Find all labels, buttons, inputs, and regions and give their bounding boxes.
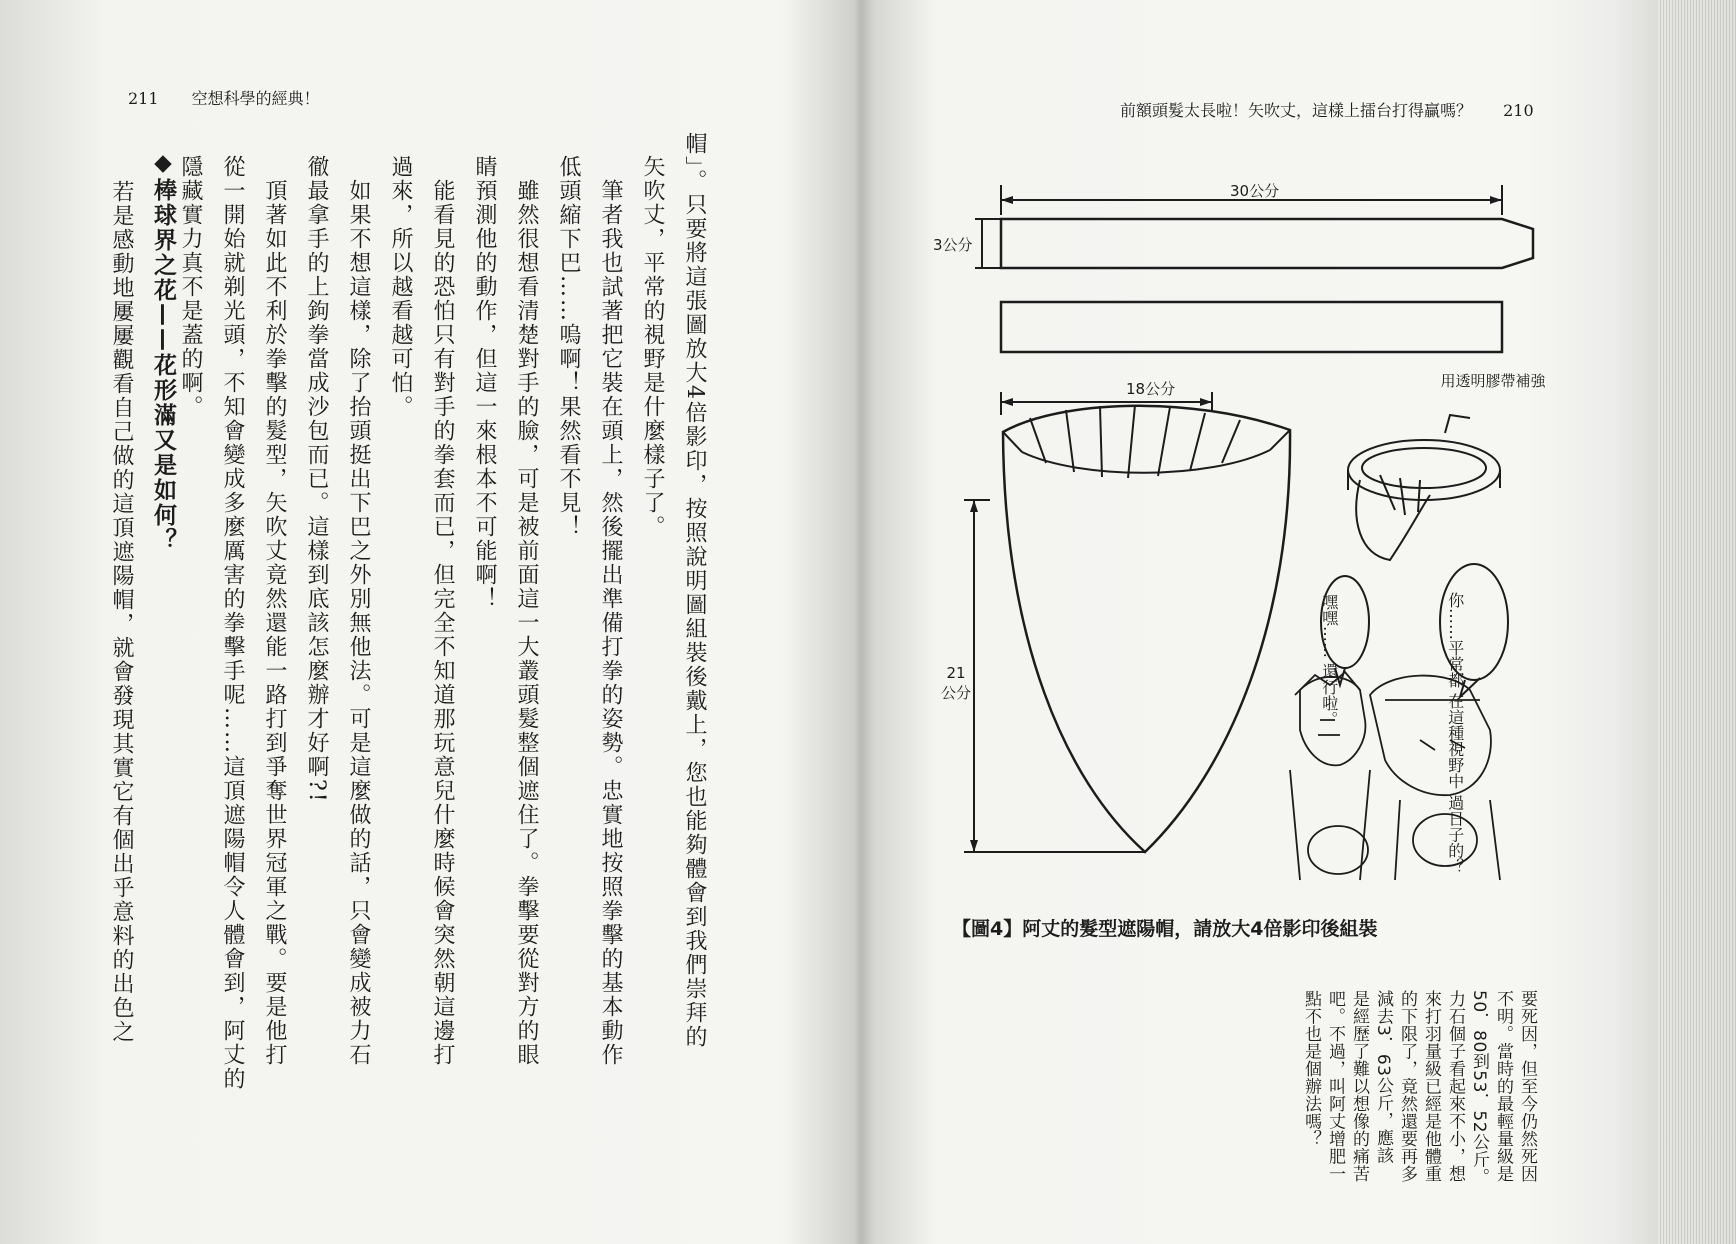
section-heading: ◆棒球界之花——花形滿又是如何？	[150, 150, 176, 553]
headband-strip-1	[1001, 219, 1533, 268]
label-brim-21cm: 21公分	[940, 664, 971, 702]
bubble-right-line-1: 你……平常都	[1445, 592, 1465, 688]
bubble-left-text	[1319, 594, 1339, 728]
bubble-left-line-1: 嘿嘿……	[1319, 594, 1339, 658]
note-column-7: 減去3．63公斤，應該	[1373, 990, 1393, 1164]
assembled-visor-sketch	[1348, 415, 1500, 560]
label-height-3cm: 3公分	[933, 236, 973, 254]
body-column-8: 過來，所以越看越可怕。	[388, 155, 413, 419]
label-brim-18cm: 18公分	[1126, 380, 1176, 398]
note-column-3: 50．80到53．52公斤。	[1469, 990, 1489, 1186]
body-column-4: 低頭縮下巴……嗚啊！果然看不見！	[556, 155, 581, 539]
body-column-11: 頂著如此不利於拳擊的髮型，矢吹丈竟然還能一路打到爭奪世界冠軍之戰。要是他打	[262, 155, 287, 1067]
body-column-5: 雖然很想看清楚對手的臉，可是被前面這一大叢頭髮整個遮住了。拳擊要從對方的眼	[514, 155, 539, 1067]
headband-strip-2	[1001, 302, 1502, 352]
figure-caption: 【圖4】阿丈的髮型遮陽帽，請放大4倍影印後組裝	[952, 918, 1378, 940]
bubble-right-line-3: 過日子的？	[1445, 794, 1465, 875]
label-tape-note: 用透明膠帶補強	[1440, 372, 1546, 390]
body-column-9: 如果不想這樣，除了抬頭挺出下巴之外別無他法。可是這麼做的話，只會變成被力石	[346, 155, 371, 1067]
body-column-12: 從一開始就剃光頭，不知會變成多麼厲害的拳擊手呢……這頂遮陽帽令人體會到，阿丈的	[220, 155, 245, 1091]
body-column-2: 矢吹丈，平常的視野是什麼樣子了。	[640, 155, 665, 539]
body-column-final: 若是感動地屢屢觀看自己做的這頂遮陽帽，就會發現其實它有個出乎意料的出色之	[109, 180, 134, 1044]
body-column-10: 徹最拿手的上鉤拳當成沙包而已。這樣到底該怎麼辦才好啊?!	[304, 155, 329, 804]
body-column-7: 能看見的恐怕只有對手的拳套而已，但完全不知道那玩意兒什麼時候會突然朝這邊打	[430, 155, 455, 1067]
note-column-2: 不明。當時的最輕量級是	[1493, 990, 1513, 1183]
body-column-6: 睛預測他的動作，但這一來根本不可能啊！	[472, 155, 497, 611]
note-column-1: 要死因，但至今仍然死因	[1517, 990, 1537, 1183]
note-column-10: 點不也是個辦法嗎？	[1301, 990, 1321, 1148]
label-width-30cm: 30公分	[1230, 182, 1280, 200]
right-running-title: 前額頭髮太長啦！矢吹丈，這樣上擂台打得贏嗎？	[1120, 101, 1473, 120]
note-column-6: 的下限了，竟然還要再多	[1397, 990, 1417, 1183]
right-page-number: 210	[1503, 101, 1534, 120]
note-column-5: 來打羽量級已經是他體重	[1421, 990, 1441, 1183]
note-column-4: 力石個子看起來不小，想	[1445, 990, 1465, 1183]
bubble-right-text	[1445, 592, 1465, 875]
body-column-3: 筆者我也試著把它裝在頭上，然後擺出準備打拳的姿勢。忠實地按照拳擊的基本動作	[598, 155, 623, 1067]
left-running-title: 空想科學的經典！	[191, 89, 320, 108]
note-column-9: 吧。不過，叫阿丈增肥一	[1325, 990, 1345, 1183]
left-page-number: 211	[128, 89, 159, 108]
note-column-8: 是經歷了難以想像的痛苦	[1349, 990, 1369, 1183]
bubble-right-line-2: 在這種視野中	[1445, 693, 1465, 790]
body-column-1: 帽」。只要將這張圖放大4倍影印，按照說明圖組裝後戴上，您也能夠體會到我們崇拜的	[682, 132, 707, 1049]
bubble-left-line-2: 還行啦。	[1319, 663, 1339, 728]
body-column-13: 隱藏實力真不是蓋的啊。	[178, 155, 203, 419]
